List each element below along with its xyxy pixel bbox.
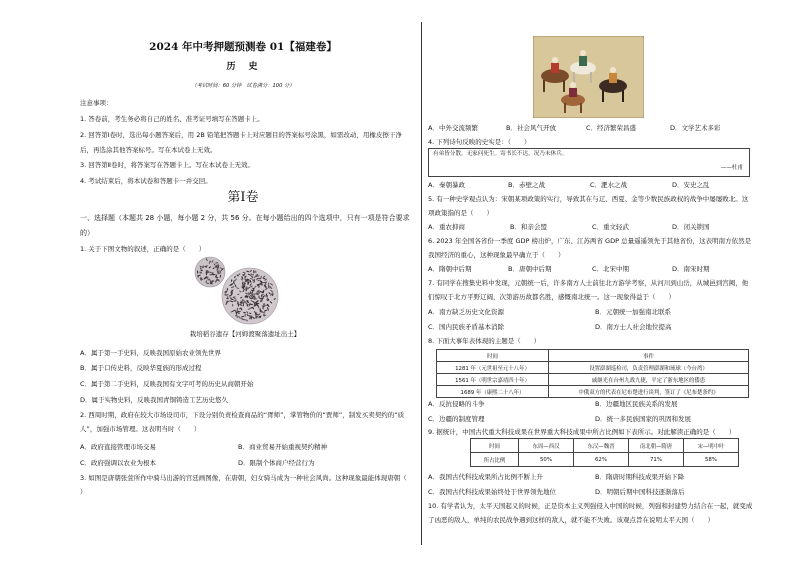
table-cell: 1561 年（明世宗嘉靖四十年） (437, 374, 549, 386)
table-row (437, 362, 749, 374)
poem-text: 有弟皆分散，无家问死生。寄书长不达，况乃未休兵。 (433, 151, 568, 157)
option: D．安史之乱 (672, 181, 710, 189)
note-item: 4. 考试结束后，将本试卷和答题卡一并交回。 (80, 177, 212, 185)
question-5-stem: 5. 有一种史学观点认为：宋朝某项政策的实行，导致其在与辽、西夏、金等少数民族政权的战争中屡屡败北。这项政策指的是（ ） (428, 195, 749, 217)
option: A．南方缺乏历史文化资源 (428, 308, 504, 316)
option: C．淝水之战 (590, 181, 628, 189)
table-cell: 戚继光在台州九战九捷，平定了浙东地区的倭患 (549, 374, 749, 386)
table-header: 宋—明中叶 (684, 439, 739, 453)
question-1-caption: 栽培稻谷遗存【河姆渡聚落遗址出土】 (189, 330, 301, 338)
option: A．属于第一手史料，反映我国原始农业领先世界 (80, 349, 221, 357)
table-header: 东汉—魏晋 (574, 439, 629, 453)
note-item: 2. 回答第Ⅰ卷时，选出每小题答案后，用 2B 铅笔把答题卡上对应题目的答案标号涂黑，如需改动，用橡皮擦干净后，再选涂其他答案标号。写在本试卷上无效。 (80, 131, 402, 154)
column-divider (421, 22, 422, 545)
question-10-stem: 10. 有学者认为，太平天国起义的时候，正是资本主义列强侵入中国的时候，列强和封建势力结合在一起，就变成了凶恶的敌人，单纯的农民战争遇到这样的敌人，就不能不失败。该观点旨在说明太平天国（ ） (428, 502, 753, 524)
question-4-stem: 4. 下列诗句反映的史实是：（ ） (428, 138, 531, 146)
option: C．我国古代科技成果始终处于世界领先地位 (428, 488, 557, 496)
option: B．赤壁之战 (508, 181, 545, 189)
option: B．隋唐时期科技成果开始下降 (595, 473, 684, 481)
table-row (437, 374, 749, 386)
note-item: 1. 答卷前，考生务必将自己的姓名、准考证号填写在答题卡上。 (80, 115, 264, 123)
option: C．边疆的制度管理 (428, 415, 485, 423)
rice-grain-image (190, 254, 290, 326)
notes-heading: 注意事项： (80, 99, 113, 107)
table-header: 时间 (437, 350, 549, 362)
question-8-stem: 8. 下面大事年表体现的主题是（ ） (428, 337, 541, 345)
option: A．反抗侵略的斗争 (428, 400, 485, 408)
option: D．南宋时期 (672, 265, 710, 273)
table-cell: 62% (574, 453, 629, 467)
option: C．北宋中期 (592, 265, 630, 273)
table-header-row (471, 439, 739, 453)
exam-info: （考试时间：60 分钟 试卷满分：100 分） (191, 83, 295, 89)
option: B．边疆地区民族关系的发展 (595, 400, 678, 408)
option: B．社会风气开放 (506, 124, 556, 132)
option: B．和亲会盟 (510, 223, 547, 231)
option: D．限制个体商户经营行为 (238, 459, 315, 467)
option: C．政府强调以农业为根本 (80, 459, 157, 467)
option: B．属于口传史料，反映华夏族的形成过程 (80, 364, 202, 372)
chronology-table (436, 349, 749, 398)
option: A．隋朝中后期 (428, 265, 472, 273)
option: A．秦朝暴政 (428, 181, 465, 189)
question-2-stem: 2. 西周时期，政府在较大市场设司市，下设分别负责检查商品的“胥师”，掌管物价的“贾师”，制发买卖契约的“质人”，加强市场管理。这表明当时（ ） (80, 411, 405, 433)
option: B．元朝统一加强南北联系 (595, 308, 671, 316)
option: C．属于第二手史料，反映我国有文字可考的历史从商朝开始 (80, 380, 254, 388)
question-1-stem: 1. 关于下图文物的叙述，正确的是（ ） (80, 245, 206, 253)
option: B．商业贸易开始重视契约精神 (238, 443, 327, 451)
option: D．明朝后期中国科技逐渐落后 (595, 488, 685, 496)
option: C．重文轻武 (592, 223, 630, 231)
option: D．南方士人社会地位提高 (595, 323, 672, 331)
table-header-row (437, 350, 749, 362)
section-instructions: 一、选择题（本题共 28 小题，每小题 2 分，共 56 分。在每小题给出的四个选项中，只有一项是符合要求的） (80, 214, 410, 237)
note-item: 3. 回答第Ⅱ卷时，将答案写在答题卡上。写在本试卷上无效。 (80, 161, 254, 169)
question-3-stem: 3. 如图是唐朝张萱所作中骑马出游的宫廷画图像，在唐朝，妇女骑马成为一种社会风尚。这种现象最能体现唐朝（ ） (80, 474, 420, 496)
table-cell: 中俄双方的代表在尼布楚进行谈判，签订了《尼布楚条约》 (549, 386, 749, 398)
question-6-stem: 6. 2023 年全国各省份一季度 GDP 榜出炉，广东、江苏两省 GDP 总量遥遥领先于其他省份，这表明南方依然是我国经济的重心，这种现象最早确立于（ ） (428, 237, 752, 259)
part-title: 第Ⅰ卷 (227, 190, 259, 205)
option: B．唐朝中后期 (508, 265, 552, 273)
option: D．文学艺术多彩 (670, 124, 721, 132)
table-header: 东周—西汉 (519, 439, 574, 453)
poem-box (428, 148, 750, 177)
table-cell: 71% (629, 453, 684, 467)
table-row (471, 453, 739, 467)
table-cell: 1281 年（元世祖至元十八年） (437, 362, 549, 374)
poem-author: ——杜甫 (720, 165, 743, 171)
question-7-stem: 7. 有同学在搜集史料中发现，元朝统一后，许多南方人士前往北方游学考察，从河川到山岳，从城邑到宫阙，他们惊叹于北方平野辽阔，次第游历故都名胜，感慨南北统一。这一现象得益于（ ） (428, 279, 749, 301)
table-cell: 50% (519, 453, 574, 467)
option: A．我国古代科技成果所占比例不断上升 (428, 473, 543, 481)
tang-painting-image (533, 36, 644, 118)
option: A．政府直接管理市场交易 (80, 443, 156, 451)
question-9-stem: 9. 据统计，中国古代重大科技成果在世界重大科技成果中所占比例如下表所示。对此解读正确的是（ ） (428, 428, 736, 436)
table-header: 时间 (471, 439, 519, 453)
option: A．重农抑商 (428, 223, 465, 231)
table-row-label: 所占比例 (471, 453, 519, 467)
option: C．经济繁荣昌盛 (586, 124, 637, 132)
tech-share-table (470, 438, 739, 467)
option: D．统一多民族国家的巩固和发展 (595, 415, 692, 423)
table-cell: 58% (684, 453, 739, 467)
table-header: 南北朝—隋唐 (629, 439, 684, 453)
paper-title: 2024 年中考押题预测卷 01【福建卷】 (149, 41, 337, 53)
table-cell: 设置澎湖巡检司，负责管理澎湖和琉球（今台湾） (549, 362, 749, 374)
option: D．闭关锁国 (672, 223, 710, 231)
subject-title: 历 史 (226, 62, 260, 72)
option: A．中外交流频繁 (428, 124, 478, 132)
option: C．国内民族矛盾基本消除 (428, 323, 505, 331)
table-row (437, 386, 749, 398)
table-cell: 1689 年（康熙二十八年） (437, 386, 549, 398)
table-header: 事件 (549, 350, 749, 362)
option: D．属于实物史料，反映我国青铜铸造工艺历史悠久 (80, 396, 229, 404)
